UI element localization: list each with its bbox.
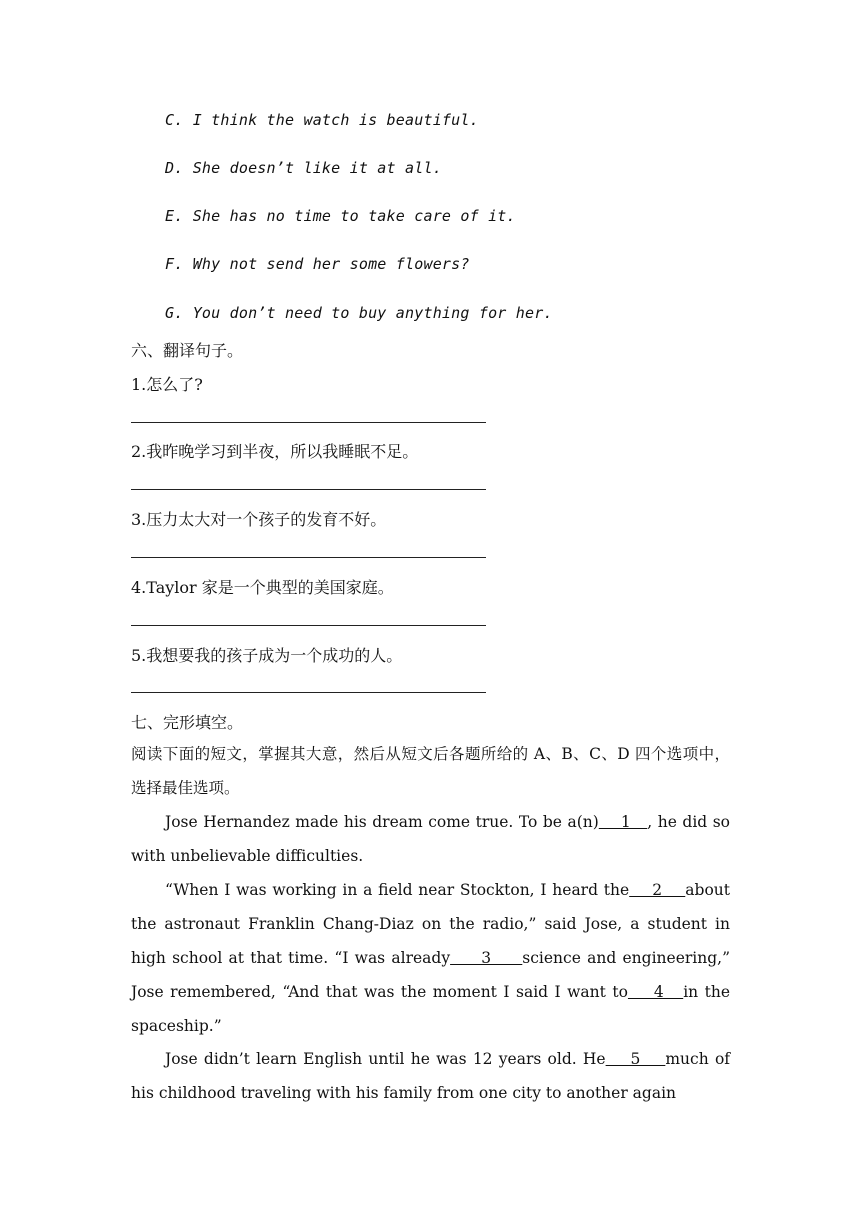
option-f: F. Why not send her some flowers? — [165, 255, 470, 273]
cloze-blank-4[interactable]: 4 — [627, 983, 684, 1001]
translation-item-2: 2.我昨晚学习到半夜，所以我睡眠不足。 — [131, 442, 419, 461]
answer-line-3[interactable] — [131, 557, 486, 558]
cloze-blank-1[interactable]: 1 — [598, 813, 648, 831]
section-6-title: 六、翻译句子。 — [131, 341, 244, 360]
option-g: G. You don’t need to buy anything for her. — [165, 304, 553, 322]
cloze-blank-5[interactable]: 5 — [605, 1050, 666, 1068]
section-7-title: 七、完形填空。 — [131, 713, 244, 732]
answer-line-5[interactable] — [131, 692, 486, 693]
cloze-paragraph-2: “When I was working in a field near Stockton, I heard the 2 about the astronaut Franklin Chang-Diaz on the radio,” said Jose, a student in high school at that time. “I was already 3 science and engineering,” Jose remembered, “And that was the moment I said I want to 4 in the spaceship.” — [131, 881, 730, 1035]
translation-item-4: 4.Taylor 家是一个典型的美国家庭。 — [131, 578, 394, 597]
answer-line-4[interactable] — [131, 625, 486, 626]
translation-item-5: 5.我想要我的孩子成为一个成功的人。 — [131, 646, 403, 665]
cloze-paragraph-1: Jose Hernandez made his dream come true. To be a(n) 1 , he did so with unbelievable difficulties. — [131, 813, 731, 865]
cloze-paragraph-3: Jose didn’t learn English until he was 12 years old. He 5 much of his childhood traveling with his family from one city to another again — [131, 1050, 731, 1102]
answer-line-2[interactable] — [131, 489, 486, 490]
translation-item-1: 1.怎么了? — [131, 375, 203, 394]
option-e: E. She has no time to take care of it. — [165, 207, 516, 225]
translation-item-3: 3.压力太大对一个孩子的发育不好。 — [131, 510, 387, 529]
option-d: D. She doesn’t like it at all. — [165, 159, 442, 177]
cloze-blank-2[interactable]: 2 — [629, 881, 686, 899]
cloze-blank-3[interactable]: 3 — [450, 949, 523, 967]
cloze-instructions: 阅读下面的短文，掌握其大意，然后从短文后各题所给的 A、B、C、D 四个选项中，选择最佳选项。 — [131, 745, 730, 797]
option-c: C. I think the watch is beautiful. — [165, 111, 479, 129]
answer-line-1[interactable] — [131, 422, 486, 423]
